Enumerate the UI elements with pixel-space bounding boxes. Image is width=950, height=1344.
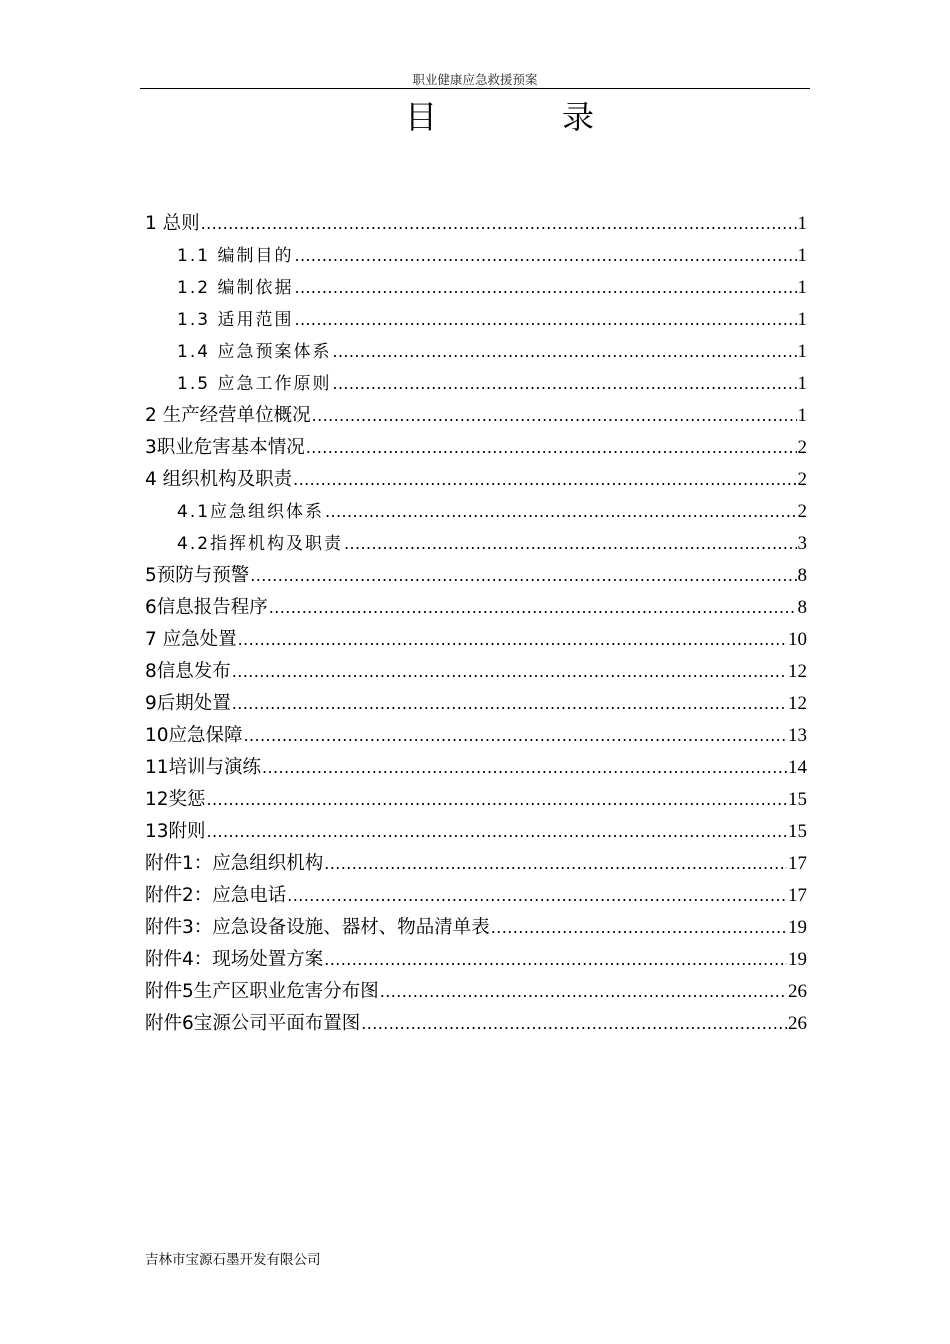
toc-entry[interactable] (145, 336, 807, 368)
toc-entry-page-number: 17 (788, 885, 807, 906)
toc-entry-page-number: 14 (788, 757, 807, 778)
toc-entry-page-number: 17 (788, 853, 807, 874)
toc-dot-leader (324, 848, 787, 880)
toc-entry-label: 附件5生产区职业危害分布图 (145, 981, 379, 1002)
toc-dot-leader (294, 304, 796, 336)
table-of-contents (145, 208, 807, 1040)
toc-entry[interactable] (145, 400, 807, 432)
toc-entry[interactable] (145, 304, 807, 336)
toc-entry-label: 附件3：应急设备设施、器材、物品清单表 (145, 917, 490, 938)
toc-entry-label: 3职业危害基本情况 (145, 437, 305, 458)
toc-entry-page-number: 8 (797, 565, 807, 586)
header-divider (140, 88, 810, 89)
toc-entry-page-number: 1 (797, 341, 807, 362)
toc-entry[interactable] (145, 528, 807, 560)
toc-entry[interactable] (145, 752, 807, 784)
toc-dot-leader (306, 432, 797, 464)
toc-entry-label: 附件1：应急组织机构 (145, 853, 324, 874)
toc-entry-label: 1.5 应急工作原则 (177, 374, 332, 394)
toc-entry-page-number: 15 (788, 789, 807, 810)
toc-entry-page-number: 1 (797, 245, 807, 266)
toc-entry-label: 附件4：现场处置方案 (145, 949, 324, 970)
toc-dot-leader (491, 912, 787, 944)
toc-entry-page-number: 19 (788, 917, 807, 938)
toc-entry[interactable] (145, 784, 807, 816)
toc-entry[interactable] (145, 624, 807, 656)
toc-dot-leader (232, 656, 787, 688)
toc-entry-label: 附件6宝源公司平面布置图 (145, 1013, 361, 1034)
toc-dot-leader (312, 400, 797, 432)
toc-entry-label: 1.4 应急预案体系 (177, 342, 332, 362)
toc-dot-leader (287, 880, 787, 912)
footer-company: 吉林市宝源石墨开发有限公司 (145, 1252, 321, 1268)
toc-entry[interactable] (145, 240, 807, 272)
toc-entry[interactable] (145, 720, 807, 752)
toc-entry-label: 13附则 (145, 821, 206, 842)
toc-entry[interactable] (145, 208, 807, 240)
toc-entry[interactable] (145, 560, 807, 592)
toc-entry[interactable] (145, 432, 807, 464)
toc-entry-page-number: 19 (788, 949, 807, 970)
toc-entry-page-number: 3 (797, 533, 807, 554)
toc-entry-page-number: 26 (788, 1013, 807, 1034)
toc-dot-leader (201, 208, 797, 240)
toc-entry-label: 1 总则 (145, 213, 200, 234)
toc-entry[interactable] (145, 944, 807, 976)
toc-entry[interactable] (145, 496, 807, 528)
toc-entry-label: 1.1 编制目的 (177, 246, 294, 266)
toc-entry[interactable] (145, 656, 807, 688)
toc-entry-page-number: 15 (788, 821, 807, 842)
toc-dot-leader (325, 496, 796, 528)
toc-dot-leader (238, 624, 787, 656)
toc-entry[interactable] (145, 368, 807, 400)
toc-entry-page-number: 13 (788, 725, 807, 746)
toc-dot-leader (294, 272, 796, 304)
toc-entry-label: 1.3 适用范围 (177, 310, 294, 330)
toc-dot-leader (262, 752, 787, 784)
toc-dot-leader (232, 688, 787, 720)
toc-dot-leader (324, 944, 787, 976)
toc-dot-leader (332, 336, 796, 368)
toc-entry-page-number: 1 (797, 373, 807, 394)
toc-entry-label: 4 组织机构及职责 (145, 469, 293, 490)
toc-entry-page-number: 26 (788, 981, 807, 1002)
toc-dot-leader (361, 1008, 787, 1040)
toc-entry[interactable] (145, 272, 807, 304)
toc-entry-page-number: 1 (797, 309, 807, 330)
toc-entry[interactable] (145, 880, 807, 912)
toc-entry-label: 1.2 编制依据 (177, 278, 294, 298)
toc-entry-label: 11培训与演练 (145, 757, 262, 778)
toc-entry-page-number: 1 (797, 405, 807, 426)
toc-entry-page-number: 2 (797, 501, 807, 522)
toc-entry-page-number: 12 (788, 661, 807, 682)
toc-entry-label: 7 应急处置 (145, 629, 237, 650)
toc-entry[interactable] (145, 848, 807, 880)
toc-dot-leader (244, 720, 787, 752)
toc-entry[interactable] (145, 1008, 807, 1040)
toc-entry[interactable] (145, 688, 807, 720)
toc-entry[interactable] (145, 912, 807, 944)
toc-entry-label: 附件2：应急电话 (145, 885, 287, 906)
toc-dot-leader (344, 528, 796, 560)
toc-entry-label: 12奖惩 (145, 789, 206, 810)
toc-dot-leader (380, 976, 787, 1008)
toc-entry-label: 4.1应急组织体系 (177, 502, 325, 522)
toc-title-char-1: 目 (405, 98, 438, 136)
toc-entry[interactable] (145, 816, 807, 848)
toc-dot-leader (269, 592, 797, 624)
toc-dot-leader (332, 368, 796, 400)
toc-entry-page-number: 2 (797, 469, 807, 490)
toc-entry-page-number: 8 (797, 597, 807, 618)
toc-entry-page-number: 1 (797, 277, 807, 298)
toc-title (0, 92, 950, 136)
toc-entry-page-number: 1 (797, 213, 807, 234)
toc-entry-label: 5预防与预警 (145, 565, 250, 586)
toc-dot-leader (207, 816, 787, 848)
toc-entry-label: 10应急保障 (145, 725, 243, 746)
toc-entry-label: 4.2指挥机构及职责 (177, 534, 344, 554)
toc-dot-leader (207, 784, 787, 816)
toc-entry-page-number: 12 (788, 693, 807, 714)
toc-entry-page-number: 2 (797, 437, 807, 458)
toc-entry-page-number: 10 (788, 629, 807, 650)
toc-dot-leader (250, 560, 796, 592)
toc-entry-label: 6信息报告程序 (145, 597, 268, 618)
toc-entry-label: 8信息发布 (145, 661, 231, 682)
toc-title-char-2: 录 (562, 98, 595, 136)
toc-dot-leader (294, 240, 796, 272)
running-header: 职业健康应急救援预案 (412, 72, 538, 87)
toc-entry[interactable] (145, 464, 807, 496)
toc-entry[interactable] (145, 592, 807, 624)
toc-dot-leader (293, 464, 796, 496)
toc-entry-label: 2 生产经营单位概况 (145, 405, 311, 426)
toc-entry-label: 9后期处置 (145, 693, 231, 714)
toc-entry[interactable] (145, 976, 807, 1008)
